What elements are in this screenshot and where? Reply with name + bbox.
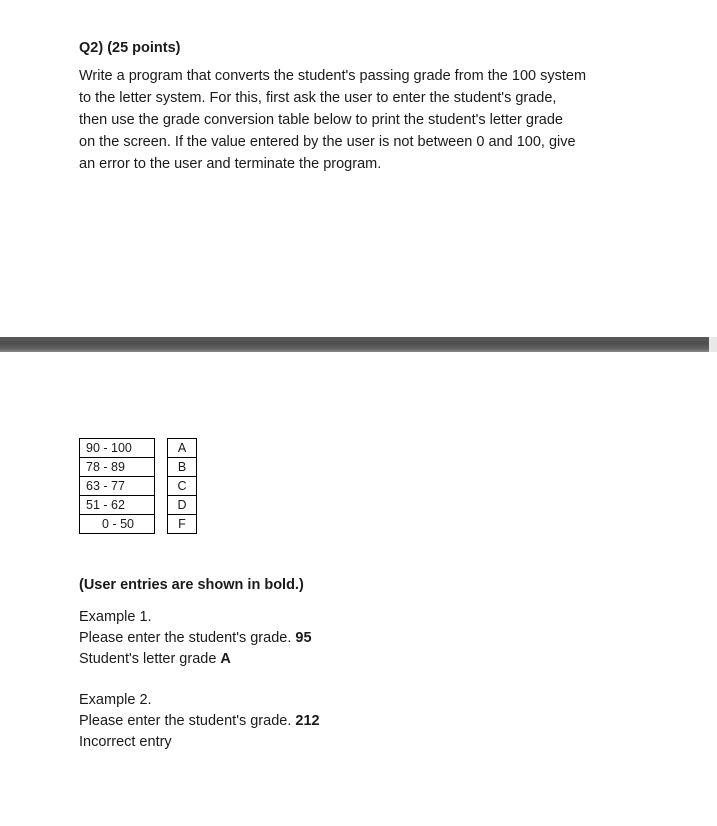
page-top	[0, 0, 717, 337]
letter-grade-cell: B	[168, 458, 197, 477]
question-title: Q2) (25 points)	[79, 40, 181, 56]
table-gap	[155, 439, 168, 458]
question-body-line: then use the grade conversion table below to print the student's letter grade	[79, 112, 563, 128]
example-heading: Example 2.	[79, 692, 152, 708]
table-row	[80, 458, 197, 477]
example-prompt-line	[79, 711, 579, 732]
table-gap	[155, 477, 168, 496]
table-row	[80, 477, 197, 496]
example-output-label: Incorrect entry	[79, 734, 172, 750]
letter-grade-cell: A	[168, 439, 197, 458]
example-2	[79, 690, 579, 753]
example-output-value: A	[220, 651, 231, 667]
user-entry: 95	[295, 630, 312, 646]
table-gap	[155, 458, 168, 477]
grade-range-cell: 51 - 62	[80, 496, 155, 515]
example-output-line	[79, 732, 579, 753]
user-entry: 212	[295, 713, 320, 729]
example-prompt: Please enter the student's grade.	[79, 713, 292, 729]
question-body-line: to the letter system. For this, first ask the user to enter the student's grade,	[79, 90, 557, 106]
question-body-line: on the screen. If the value entered by the user is not between 0 and 100, give	[79, 134, 576, 150]
example-heading: Example 1.	[79, 609, 152, 625]
bold-entries-note: (User entries are shown in bold.)	[79, 577, 304, 593]
table-gap	[155, 515, 168, 534]
question-body	[79, 65, 679, 175]
example-prompt-line	[79, 628, 579, 649]
grade-range-cell: 78 - 89	[80, 458, 155, 477]
grade-conversion-table	[79, 438, 197, 534]
table-gap	[155, 496, 168, 515]
table-row	[80, 496, 197, 515]
question-body-line: an error to the user and terminate the program.	[79, 156, 382, 172]
example-output-line	[79, 649, 579, 670]
letter-grade-cell: F	[168, 515, 197, 534]
page-divider-edge	[709, 337, 717, 352]
example-prompt: Please enter the student's grade.	[79, 630, 292, 646]
page-divider	[0, 337, 717, 352]
letter-grade-cell: D	[168, 496, 197, 515]
example-1	[79, 607, 579, 670]
grade-range-cell: 90 - 100	[80, 439, 155, 458]
question-body-line: Write a program that converts the student's passing grade from the 100 system	[79, 68, 587, 84]
grade-range-cell: 0 - 50	[80, 515, 155, 534]
example-output-label: Student's letter grade	[79, 651, 217, 667]
letter-grade-cell: C	[168, 477, 197, 496]
table-row	[80, 439, 197, 458]
grade-range-cell: 63 - 77	[80, 477, 155, 496]
table-row	[80, 515, 197, 534]
